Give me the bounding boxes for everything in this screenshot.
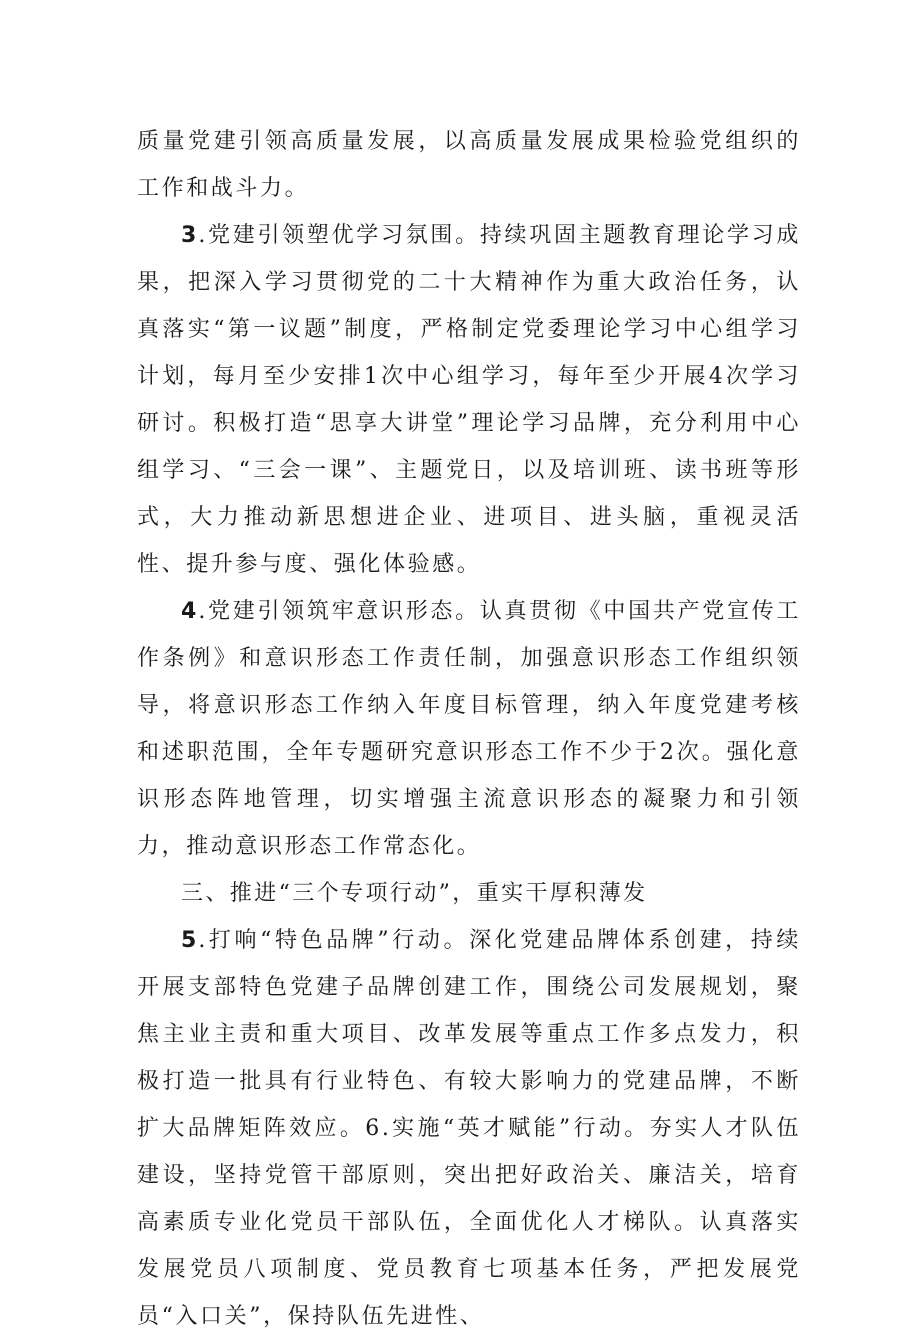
paragraph-text: .党建引领塑优学习氛围。持续巩固主题教育理论学习成果，把深入学习贯彻党的二十大精神作为重大政治任务，认真落实“第一议题”制度，严格制定党委理论学习中心组学习计划，每月至少安排1次中心组学习，每年至少开展4次学习研讨。积极打造“思享大讲堂”理论学习品牌，充分利用中心组学习、“三会一课”、主题党日，以及培训班、读书班等形式，大力推动新思想进企业、进项目、进头脑，重视灵活性、提升参与度、强化体验感。 (137, 223, 801, 577)
document-body (137, 118, 801, 1340)
paragraph-text: .打响“特色品牌”行动。深化党建品牌体系创建，持续开展支部特色党建子品牌创建工作，围绕公司发展规划，聚焦主业主责和重大项目、改革发展等重点工作多点发力，积极打造一批具有行业特色、有较大影响力的党建品牌，不断扩大品牌矩阵效应。6.实施“英才赋能”行动。夯实人才队伍建设，坚持党管干部原则，突出把好政治关、廉洁关，培育高素质专业化党员干部队伍，全面优化人才梯队。认真落实发展党员八项制度、党员教育七项基本任务，严把发展党员“入口关”，保持队伍先进性、 (137, 928, 801, 1329)
item-number: 3 (181, 223, 199, 248)
section-heading (137, 870, 801, 917)
paragraph-text: 质量党建引领高质量发展，以高质量发展成果检验党组织的工作和战斗力。 (137, 129, 801, 201)
section-heading-text: 三、推进“三个专项行动”，重实干厚积薄发 (181, 881, 648, 906)
paragraph-item-3 (137, 212, 801, 588)
paragraph-text: .党建引领筑牢意识形态。认真贯彻《中国共产党宣传工作条例》和意识形态工作责任制，加强意识形态工作组织领导，将意识形态工作纳入年度目标管理，纳入年度党建考核和述职范围，全年专题研究意识形态工作不少于2次。强化意识形态阵地管理，切实增强主流意识形态的凝聚力和引领力，推动意识形态工作常态化。 (137, 599, 801, 859)
paragraph-item-5 (137, 917, 801, 1340)
item-number: 4 (181, 599, 199, 624)
paragraph-item-4 (137, 588, 801, 870)
paragraph-continuation (137, 118, 801, 212)
item-number: 5 (181, 928, 199, 953)
